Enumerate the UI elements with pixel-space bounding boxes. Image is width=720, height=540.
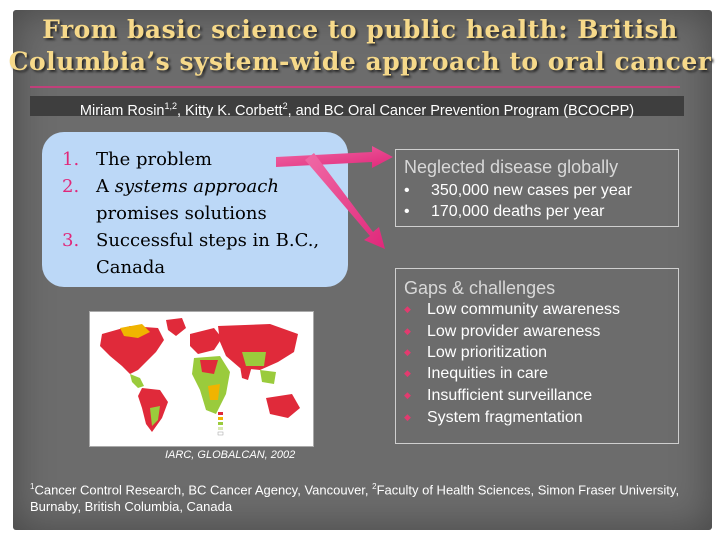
affil-text-2: Faculty of Health Sciences, Simon Fraser University, Burnaby, British Columbia, Canada: [30, 482, 680, 515]
neglected-heading: Neglected disease globally: [404, 157, 619, 177]
gaps-item: [404, 409, 583, 427]
bullet-icon: ◆: [404, 412, 411, 423]
bullet-icon: ◆: [404, 390, 411, 401]
gaps-item-text: Inequities in care: [427, 365, 548, 382]
outline-italic-text: systems approach: [114, 176, 279, 197]
map-legend-swatch: [218, 417, 223, 420]
outline-number: 3.: [62, 230, 80, 251]
map-southeast-asia: [260, 370, 276, 384]
author-1-affil: 1,2: [164, 101, 177, 111]
map-legend-swatch: [218, 422, 223, 425]
title-line-1: From basic science to public health: British: [42, 15, 678, 44]
affiliations: [30, 478, 680, 515]
title-line-2: Columbia’s system-wide approach to oral cancer: [8, 47, 712, 76]
gaps-challenges-box: [395, 268, 679, 444]
gaps-item-text: System fragmentation: [427, 409, 583, 426]
gaps-item: [404, 301, 620, 319]
outline-text: A: [96, 176, 115, 197]
gaps-item: [404, 387, 592, 405]
gaps-item-text: Low community awareness: [427, 301, 620, 318]
neglected-item: • 350,000 new cases per year: [404, 182, 633, 199]
affil-marker-1: 1: [30, 482, 35, 491]
bullet-icon: ◆: [404, 347, 411, 358]
neglected-item-text: 170,000 deaths per year: [431, 203, 605, 220]
gaps-item: [404, 323, 600, 341]
neglected-item: • 170,000 deaths per year: [404, 203, 605, 220]
author-1: Miriam Rosin: [79, 102, 165, 119]
affil-marker-2: 2: [372, 482, 377, 491]
bullet-icon: ◆: [404, 368, 411, 379]
bullet-icon: ◆: [404, 326, 411, 337]
map-legend-swatch: [218, 427, 223, 430]
arrow-right-icon: [276, 146, 393, 168]
author-2-affil: 2: [282, 101, 288, 111]
author-program: , and BC Oral Cancer Prevention Program (BCOCPP): [287, 102, 635, 119]
outline-text: promises solutions: [96, 203, 267, 224]
gaps-heading: Gaps & challenges: [404, 278, 556, 298]
gaps-item-text: Low prioritization: [427, 344, 548, 361]
map-credit: IARC, GLOBALCAN, 2002: [165, 449, 296, 461]
outline-number: 1.: [62, 149, 80, 170]
affil-text-1: Cancer Control Research, BC Cancer Agency, Vancouver,: [34, 482, 373, 498]
outline-number: 2.: [62, 176, 80, 197]
world-incidence-map: [89, 311, 314, 447]
map-asia-green: [242, 352, 266, 366]
map-legend-swatch: [218, 432, 223, 435]
map-legend-swatch: [218, 412, 223, 415]
neglected-item-text: 350,000 new cases per year: [431, 182, 633, 199]
outline-text: The problem: [96, 149, 212, 170]
gaps-item: [404, 344, 547, 362]
author-2: , Kitty K. Corbett: [177, 102, 283, 119]
neglected-disease-box: [395, 149, 679, 227]
gaps-item: [404, 365, 548, 383]
outline-text: Successful steps in B.C., Canada: [96, 230, 320, 278]
map-africa-yellow: [208, 384, 220, 400]
gaps-item-text: Low provider awareness: [427, 323, 601, 340]
bullet-icon: ◆: [404, 304, 411, 315]
gaps-item-text: Insufficient surveillance: [427, 387, 593, 404]
